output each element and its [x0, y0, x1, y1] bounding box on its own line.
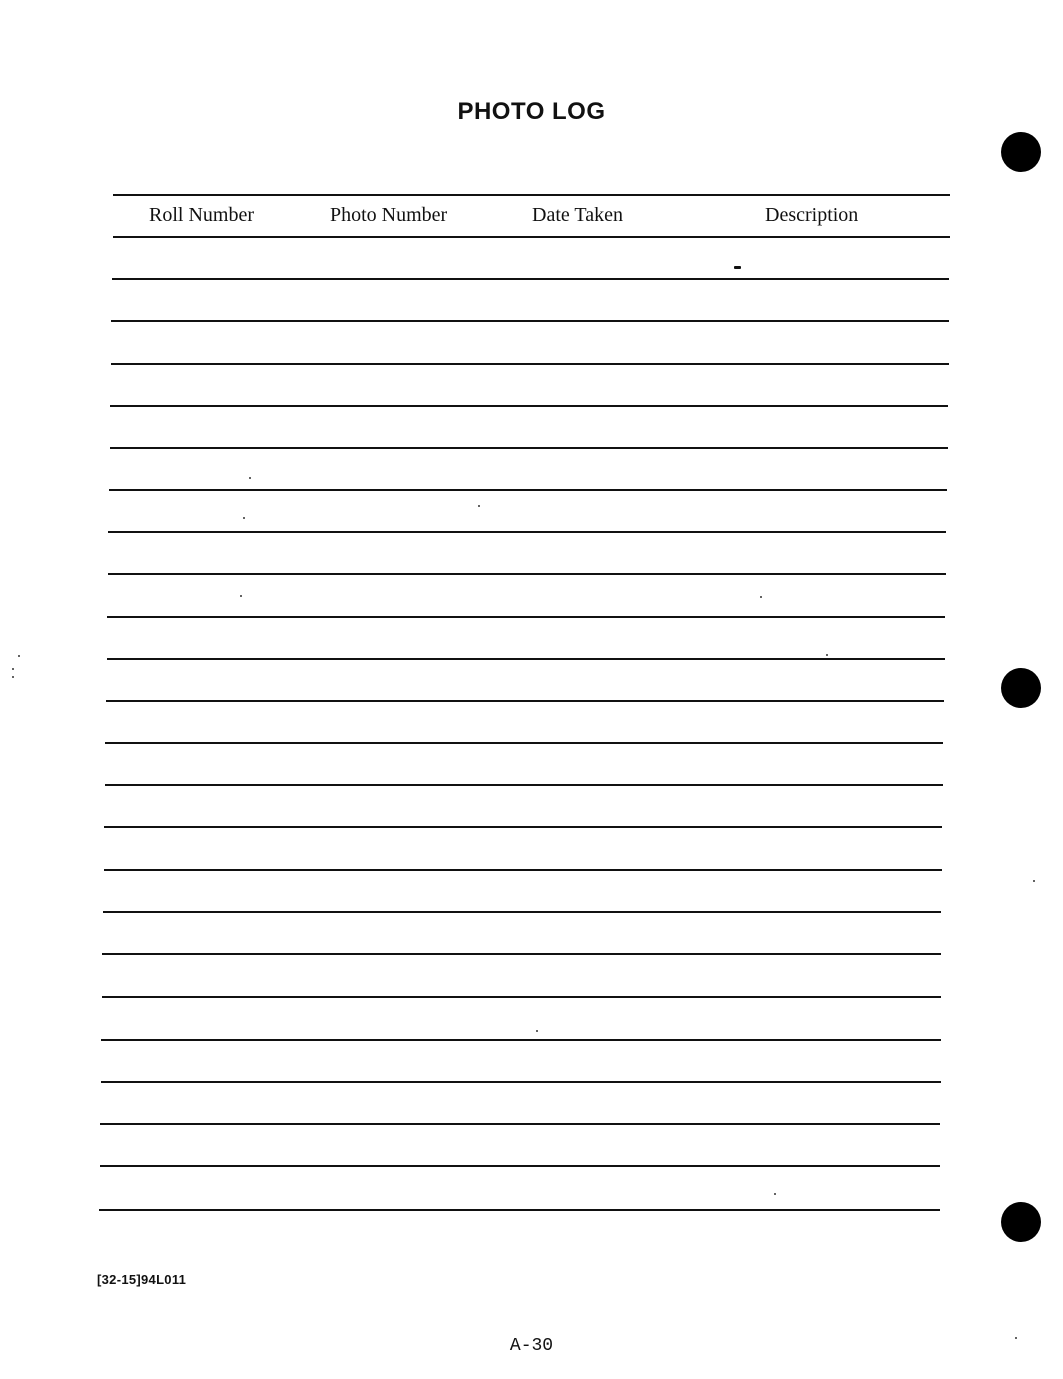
scan-speck — [249, 477, 251, 479]
entry-line — [111, 320, 949, 322]
scan-speck — [774, 1193, 776, 1195]
page-title: PHOTO LOG — [457, 98, 606, 125]
entry-line — [105, 742, 943, 744]
entry-line — [108, 573, 946, 575]
entry-line — [102, 953, 941, 955]
entry-line — [107, 616, 945, 618]
entry-line — [110, 405, 948, 407]
entry-line — [104, 826, 942, 828]
scan-speck — [826, 654, 828, 656]
entry-line — [110, 447, 948, 449]
entry-line — [106, 700, 944, 702]
entry-line — [108, 531, 946, 533]
scan-speck — [760, 596, 762, 598]
entry-line — [105, 784, 943, 786]
entry-line — [104, 869, 942, 871]
punch-hole-top — [1001, 132, 1041, 172]
scan-speck — [18, 655, 20, 657]
punch-hole-middle — [1001, 668, 1041, 708]
entry-line — [109, 489, 947, 491]
scan-speck — [1015, 1337, 1017, 1339]
column-header-photo-number: Photo Number — [330, 204, 448, 226]
scan-speck — [734, 266, 741, 269]
entry-line — [101, 1081, 941, 1083]
scan-speck — [12, 676, 14, 678]
entry-line — [107, 658, 945, 660]
form-code: [32-15]94L011 — [97, 1272, 187, 1287]
entry-line — [100, 1165, 940, 1167]
scan-speck — [240, 595, 242, 597]
scan-speck — [243, 517, 245, 519]
scan-speck — [12, 668, 14, 670]
scan-speck — [1033, 880, 1035, 882]
entry-line — [103, 911, 941, 913]
header-bottom-rule — [113, 236, 950, 238]
scan-speck — [536, 1030, 538, 1032]
entry-line — [112, 278, 949, 280]
entry-line — [101, 1039, 941, 1041]
entry-line — [99, 1209, 940, 1211]
header-top-rule — [113, 194, 950, 196]
entry-line — [111, 363, 949, 365]
page-number: A-30 — [509, 1336, 554, 1356]
column-header-date-taken: Date Taken — [532, 204, 623, 226]
column-header-description: Description — [765, 204, 859, 226]
punch-hole-bottom — [1001, 1202, 1041, 1242]
column-header-roll-number: Roll Number — [149, 204, 254, 226]
entry-line — [102, 996, 941, 998]
scan-speck — [478, 505, 480, 507]
entry-line — [100, 1123, 940, 1125]
